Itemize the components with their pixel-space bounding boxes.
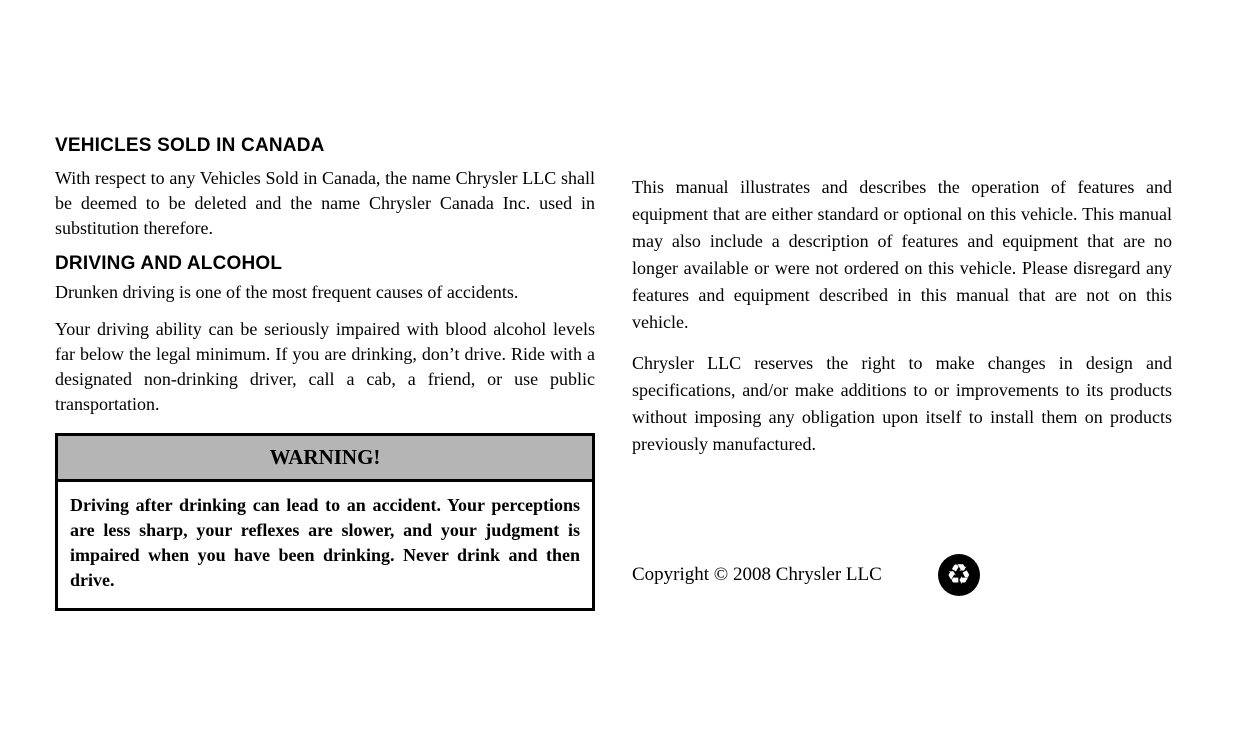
paragraph-driving-ability: Your driving ability can be seriously impaired with blood alcohol levels far below the legal minimum. If you are drinking, don’t drive. Ride with a designated non-drinking driver, call a cab, a friend, or use public transportation. — [55, 319, 595, 414]
copyright-text: Copyright © 2008 Chrysler LLC — [632, 564, 882, 585]
recycle-icon-glyph: ♻ — [946, 558, 972, 591]
recycle-icon — [938, 554, 980, 596]
section-title-vehicles-sold-in-canada: VEHICLES SOLD IN CANADA — [55, 135, 325, 156]
right-column — [632, 135, 1172, 611]
left-column — [55, 135, 595, 611]
warning-box — [55, 433, 595, 611]
warning-title: WARNING! — [58, 436, 592, 482]
paragraph-manual-illustrates: This manual illustrates and describes the operation of features and equipment that are either standard or optional on this vehicle. This manual may also include a description of features and equipment that are no longer available or were not ordered on this vehicle. Please disregard any features and equipment described in this manual that are not on this vehicle. — [632, 177, 1172, 332]
two-column-layout — [55, 135, 1172, 611]
copyright-row — [632, 554, 1172, 596]
paragraph-canada-substitution: With respect to any Vehicles Sold in Canada, the name Chrysler LLC shall be deemed to be deleted and the name Chrysler Canada Inc. used in substitution therefore. — [55, 168, 595, 238]
paragraph-chrysler-reserves: Chrysler LLC reserves the right to make changes in design and specifications, and/or make additions to or improvements to its products without imposing any obligation upon itself to install them on products previously manufactured. — [632, 353, 1172, 454]
paragraph-drunken-driving: Drunken driving is one of the most frequent causes of accidents. — [55, 282, 519, 302]
section-title-driving-and-alcohol: DRIVING AND ALCOHOL — [55, 253, 283, 274]
warning-body-text: Driving after drinking can lead to an accident. Your perceptions are less sharp, your reflexes are slower, and your judgment is impaired when you have been drinking. Never drink and then drive. — [70, 495, 580, 590]
